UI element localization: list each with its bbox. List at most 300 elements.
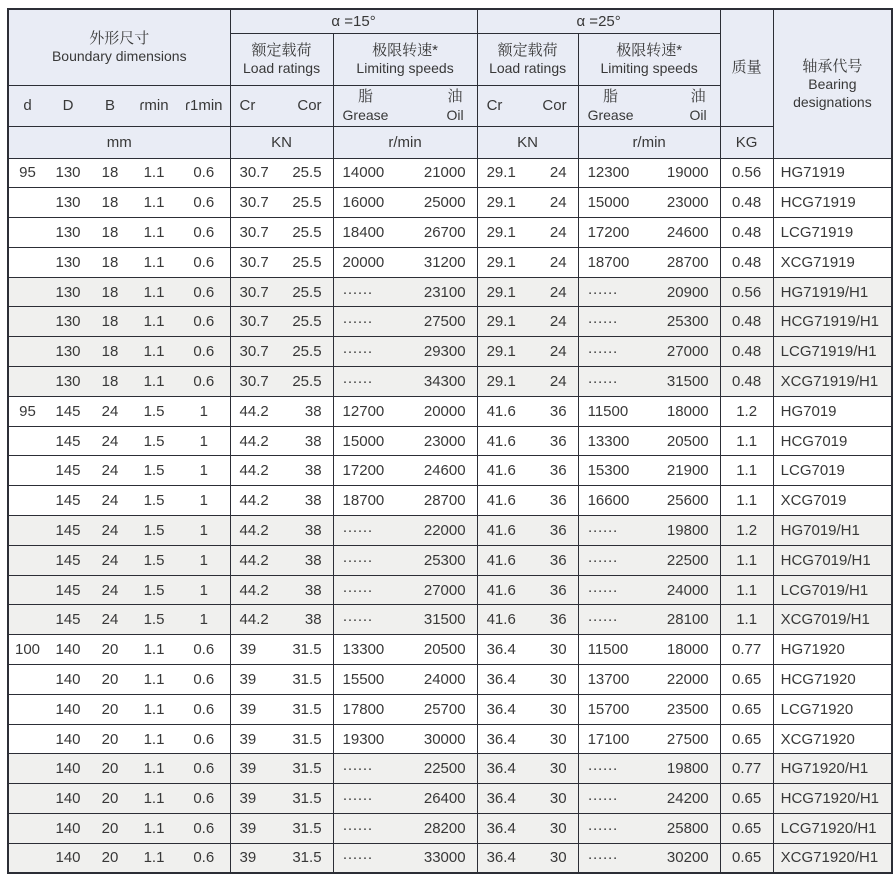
cell-cor_25: 36 [527, 456, 578, 486]
cell-rmin: 1.1 [130, 724, 178, 754]
cell-r1min: 1 [178, 486, 230, 516]
cell-d [8, 247, 46, 277]
cell-grease_15: ······ [333, 814, 405, 844]
cell-rmin: 1.1 [130, 307, 178, 337]
cell-B: 20 [90, 724, 130, 754]
cell-cor_15: 31.5 [281, 635, 333, 665]
cell-rmin: 1.1 [130, 277, 178, 307]
cell-cor_25: 24 [527, 367, 578, 397]
cell-B: 18 [90, 307, 130, 337]
cell-cr_15: 39 [230, 694, 281, 724]
cell-oil_25: 19800 [649, 754, 720, 784]
cell-cr_25: 36.4 [477, 784, 527, 814]
cell-cr_25: 29.1 [477, 188, 527, 218]
cell-cor_15: 31.5 [281, 843, 333, 873]
cell-grease_15: 14000 [333, 158, 405, 188]
cell-oil_25: 28100 [649, 605, 720, 635]
table-row [8, 486, 892, 516]
cell-r1min: 0.6 [178, 188, 230, 218]
cell-r1min: 0.6 [178, 218, 230, 248]
cell-grease_25: ······ [578, 516, 649, 546]
cell-oil_25: 27000 [649, 337, 720, 367]
cell-grease_25: 16600 [578, 486, 649, 516]
cell-oil_25: 25300 [649, 307, 720, 337]
unit-kn-25: KN [477, 126, 578, 158]
cell-cor_25: 24 [527, 247, 578, 277]
load-ratings-label-cn: 额定载荷 [497, 41, 558, 59]
cell-oil_15: 29300 [405, 337, 477, 367]
cell-grease_25: ······ [578, 784, 649, 814]
cell-grease_25: 15000 [578, 188, 649, 218]
col-header-alpha-15: α =15° [230, 9, 477, 33]
cell-cr_25: 36.4 [477, 724, 527, 754]
table-row [8, 605, 892, 635]
cell-oil_25: 18000 [649, 635, 720, 665]
cell-cor_25: 36 [527, 575, 578, 605]
cell-cor_15: 38 [281, 575, 333, 605]
cell-mass_kg: 1.2 [720, 396, 773, 426]
cell-oil_15: 31500 [405, 605, 477, 635]
cell-cr_25: 29.1 [477, 337, 527, 367]
cell-cor_15: 25.5 [281, 247, 333, 277]
cell-cor_25: 36 [527, 605, 578, 635]
cell-cr_25: 36.4 [477, 754, 527, 784]
cell-D: 140 [46, 724, 90, 754]
cell-designation: XCG7019 [773, 486, 892, 516]
col-header-bearing-designations [773, 9, 892, 158]
cell-r1min: 0.6 [178, 158, 230, 188]
cell-cor_15: 25.5 [281, 277, 333, 307]
cell-mass_kg: 1.1 [720, 545, 773, 575]
cell-r1min: 0.6 [178, 635, 230, 665]
cell-cor_15: 31.5 [281, 814, 333, 844]
table-row [8, 754, 892, 784]
cell-cr_15: 30.7 [230, 247, 281, 277]
col-header-d: d [8, 85, 46, 126]
col-header-cr-15: Cr [230, 85, 281, 126]
cell-D: 145 [46, 456, 90, 486]
cell-cr_15: 39 [230, 784, 281, 814]
cell-oil_15: 31200 [405, 247, 477, 277]
cell-r1min: 0.6 [178, 694, 230, 724]
cell-oil_25: 19800 [649, 516, 720, 546]
cell-cor_25: 30 [527, 665, 578, 695]
cell-grease_25: ······ [578, 277, 649, 307]
cell-d: 95 [8, 158, 46, 188]
cell-cr_25: 29.1 [477, 218, 527, 248]
table-row [8, 307, 892, 337]
cell-cr_25: 36.4 [477, 665, 527, 695]
cell-rmin: 1.5 [130, 575, 178, 605]
col-header-alpha-25: α =25° [477, 9, 720, 33]
cell-cr_15: 39 [230, 814, 281, 844]
cell-oil_15: 25700 [405, 694, 477, 724]
cell-D: 140 [46, 754, 90, 784]
cell-oil_25: 22500 [649, 545, 720, 575]
cell-B: 20 [90, 814, 130, 844]
table-body [8, 158, 892, 873]
cell-cor_15: 38 [281, 486, 333, 516]
cell-grease_25: 15300 [578, 456, 649, 486]
cell-rmin: 1.5 [130, 605, 178, 635]
cell-D: 145 [46, 545, 90, 575]
cell-cr_15: 30.7 [230, 277, 281, 307]
oil-label-en: Oil [689, 106, 707, 123]
cell-designation: HG71919 [773, 158, 892, 188]
cell-cr_15: 30.7 [230, 307, 281, 337]
cell-B: 20 [90, 635, 130, 665]
cell-B: 20 [90, 754, 130, 784]
cell-oil_15: 24600 [405, 456, 477, 486]
cell-cor_25: 30 [527, 814, 578, 844]
cell-grease_15: ······ [333, 516, 405, 546]
cell-r1min: 0.6 [178, 814, 230, 844]
cell-grease_25: 11500 [578, 396, 649, 426]
table-row [8, 396, 892, 426]
cell-cor_25: 30 [527, 784, 578, 814]
cell-grease_25: 13700 [578, 665, 649, 695]
cell-d: 95 [8, 396, 46, 426]
cell-D: 130 [46, 337, 90, 367]
cell-oil_25: 18000 [649, 396, 720, 426]
bearing-designations-label-en-line1: Bearing [808, 76, 857, 92]
table-row [8, 575, 892, 605]
cell-grease_25: ······ [578, 337, 649, 367]
cell-cr_15: 39 [230, 754, 281, 784]
cell-B: 18 [90, 367, 130, 397]
cell-rmin: 1.1 [130, 367, 178, 397]
cell-grease_25: ······ [578, 367, 649, 397]
cell-rmin: 1.1 [130, 843, 178, 873]
cell-rmin: 1.1 [130, 665, 178, 695]
cell-cor_25: 24 [527, 158, 578, 188]
cell-designation: XCG7019/H1 [773, 605, 892, 635]
cell-oil_25: 21900 [649, 456, 720, 486]
cell-oil_25: 23500 [649, 694, 720, 724]
cell-cr_25: 41.6 [477, 575, 527, 605]
cell-B: 24 [90, 396, 130, 426]
cell-d [8, 754, 46, 784]
cell-designation: HG7019 [773, 396, 892, 426]
cell-cr_15: 44.2 [230, 545, 281, 575]
cell-cor_25: 30 [527, 754, 578, 784]
limiting-speeds-label-en: Limiting speeds [356, 60, 454, 76]
cell-grease_15: ······ [333, 337, 405, 367]
cell-D: 145 [46, 605, 90, 635]
cell-r1min: 1 [178, 426, 230, 456]
cell-grease_25: 17200 [578, 218, 649, 248]
cell-mass_kg: 1.1 [720, 486, 773, 516]
cell-D: 140 [46, 665, 90, 695]
cell-r1min: 0.6 [178, 307, 230, 337]
cell-d [8, 426, 46, 456]
cell-mass_kg: 0.48 [720, 247, 773, 277]
cell-mass_kg: 0.48 [720, 337, 773, 367]
cell-cor_15: 31.5 [281, 724, 333, 754]
cell-oil_25: 24600 [649, 218, 720, 248]
cell-d [8, 456, 46, 486]
cell-cr_15: 44.2 [230, 426, 281, 456]
cell-mass_kg: 0.56 [720, 158, 773, 188]
cell-cor_25: 36 [527, 426, 578, 456]
table-row [8, 814, 892, 844]
table-row [8, 247, 892, 277]
cell-grease_25: ······ [578, 754, 649, 784]
cell-designation: HG71920 [773, 635, 892, 665]
cell-cr_25: 41.6 [477, 516, 527, 546]
col-header-D: D [46, 85, 90, 126]
cell-cor_25: 24 [527, 277, 578, 307]
cell-grease_15: 18700 [333, 486, 405, 516]
cell-cr_15: 44.2 [230, 456, 281, 486]
cell-d [8, 545, 46, 575]
cell-designation: HG71919/H1 [773, 277, 892, 307]
cell-cor_15: 25.5 [281, 367, 333, 397]
cell-cr_25: 41.6 [477, 426, 527, 456]
cell-cor_25: 36 [527, 486, 578, 516]
cell-rmin: 1.1 [130, 158, 178, 188]
cell-cor_15: 31.5 [281, 694, 333, 724]
limiting-speeds-label-en: Limiting speeds [600, 60, 698, 76]
cell-oil_15: 20500 [405, 635, 477, 665]
cell-D: 130 [46, 188, 90, 218]
table-row [8, 784, 892, 814]
cell-r1min: 0.6 [178, 247, 230, 277]
cell-oil_15: 24000 [405, 665, 477, 695]
cell-grease_15: ······ [333, 277, 405, 307]
cell-designation: XCG71919/H1 [773, 367, 892, 397]
col-header-load-ratings-15 [230, 33, 333, 85]
cell-designation: HCG71919/H1 [773, 307, 892, 337]
cell-D: 140 [46, 635, 90, 665]
cell-grease_15: ······ [333, 754, 405, 784]
bearing-designations-label-en-line2: designations [793, 93, 872, 110]
cell-B: 18 [90, 158, 130, 188]
cell-mass_kg: 1.2 [720, 516, 773, 546]
cell-grease_15: 15500 [333, 665, 405, 695]
cell-r1min: 0.6 [178, 784, 230, 814]
cell-cor_15: 31.5 [281, 665, 333, 695]
col-header-grease-oil-15 [333, 85, 477, 126]
cell-oil_25: 31500 [649, 367, 720, 397]
cell-cr_25: 29.1 [477, 158, 527, 188]
cell-B: 20 [90, 665, 130, 695]
cell-cor_25: 30 [527, 843, 578, 873]
cell-d [8, 516, 46, 546]
cell-mass_kg: 0.65 [720, 843, 773, 873]
cell-oil_25: 23000 [649, 188, 720, 218]
table-row [8, 426, 892, 456]
unit-kg: KG [720, 126, 773, 158]
cell-designation: LCG71920/H1 [773, 814, 892, 844]
load-ratings-label-en: Load ratings [489, 60, 567, 76]
cell-mass_kg: 0.48 [720, 218, 773, 248]
cell-cor_25: 30 [527, 635, 578, 665]
cell-designation: LCG7019/H1 [773, 575, 892, 605]
cell-grease_15: ······ [333, 575, 405, 605]
unit-mm: mm [8, 126, 230, 158]
oil-label-cn: 油 [447, 88, 463, 105]
cell-oil_25: 28700 [649, 247, 720, 277]
cell-grease_15: ······ [333, 545, 405, 575]
cell-grease_25: 17100 [578, 724, 649, 754]
cell-grease_25: ······ [578, 605, 649, 635]
cell-designation: HCG71919 [773, 188, 892, 218]
cell-oil_25: 25600 [649, 486, 720, 516]
cell-r1min: 1 [178, 456, 230, 486]
cell-designation: LCG71919/H1 [773, 337, 892, 367]
cell-oil_25: 24200 [649, 784, 720, 814]
cell-grease_15: 17200 [333, 456, 405, 486]
cell-rmin: 1.5 [130, 516, 178, 546]
table-row [8, 635, 892, 665]
cell-designation: HCG71920 [773, 665, 892, 695]
col-header-boundary-dimensions [8, 9, 230, 85]
oil-header [690, 87, 707, 124]
cell-B: 24 [90, 516, 130, 546]
cell-cr_25: 41.6 [477, 545, 527, 575]
cell-cr_25: 29.1 [477, 247, 527, 277]
cell-grease_15: 17800 [333, 694, 405, 724]
cell-grease_15: ······ [333, 784, 405, 814]
cell-cr_25: 29.1 [477, 307, 527, 337]
cell-d [8, 218, 46, 248]
cell-oil_15: 20000 [405, 396, 477, 426]
cell-cor_15: 38 [281, 545, 333, 575]
cell-cor_25: 24 [527, 307, 578, 337]
cell-cr_25: 36.4 [477, 694, 527, 724]
bearing-designations-label-cn: 轴承代号 [802, 57, 863, 75]
cell-grease_15: 20000 [333, 247, 405, 277]
cell-designation: HG7019/H1 [773, 516, 892, 546]
cell-rmin: 1.5 [130, 545, 178, 575]
cell-grease_15: ······ [333, 307, 405, 337]
cell-D: 145 [46, 575, 90, 605]
cell-D: 140 [46, 814, 90, 844]
cell-rmin: 1.1 [130, 754, 178, 784]
oil-label-en: Oil [446, 106, 464, 123]
cell-grease_15: 15000 [333, 426, 405, 456]
cell-grease_15: 12700 [333, 396, 405, 426]
cell-cr_25: 41.6 [477, 456, 527, 486]
cell-d [8, 367, 46, 397]
cell-D: 130 [46, 158, 90, 188]
cell-rmin: 1.5 [130, 486, 178, 516]
cell-mass_kg: 1.1 [720, 456, 773, 486]
cell-D: 130 [46, 307, 90, 337]
cell-designation: HCG7019/H1 [773, 545, 892, 575]
cell-cor_15: 25.5 [281, 307, 333, 337]
cell-mass_kg: 0.65 [720, 694, 773, 724]
cell-oil_25: 22000 [649, 665, 720, 695]
cell-D: 130 [46, 367, 90, 397]
cell-mass_kg: 0.65 [720, 784, 773, 814]
cell-D: 130 [46, 218, 90, 248]
cell-grease_15: ······ [333, 367, 405, 397]
col-header-grease-oil-25 [578, 85, 720, 126]
cell-cor_15: 38 [281, 426, 333, 456]
cell-grease_25: 13300 [578, 426, 649, 456]
cell-designation: XCG71920/H1 [773, 843, 892, 873]
cell-designation: HCG71920/H1 [773, 784, 892, 814]
cell-oil_15: 25000 [405, 188, 477, 218]
table-row [8, 277, 892, 307]
cell-d [8, 843, 46, 873]
col-header-cor-15: Cor [281, 85, 333, 126]
cell-rmin: 1.5 [130, 396, 178, 426]
cell-r1min: 0.6 [178, 724, 230, 754]
cell-B: 20 [90, 784, 130, 814]
cell-mass_kg: 1.1 [720, 426, 773, 456]
cell-grease_15: 16000 [333, 188, 405, 218]
cell-oil_15: 22000 [405, 516, 477, 546]
cell-cor_15: 25.5 [281, 218, 333, 248]
table-row [8, 724, 892, 754]
table-row [8, 545, 892, 575]
cell-mass_kg: 0.56 [720, 277, 773, 307]
cell-designation: LCG71919 [773, 218, 892, 248]
col-header-cor-25: Cor [527, 85, 578, 126]
cell-rmin: 1.1 [130, 814, 178, 844]
cell-r1min: 1 [178, 545, 230, 575]
cell-oil_15: 26700 [405, 218, 477, 248]
cell-cr_25: 36.4 [477, 814, 527, 844]
cell-grease_25: ······ [578, 307, 649, 337]
unit-rpm-15: r/min [333, 126, 477, 158]
cell-designation: HG71920/H1 [773, 754, 892, 784]
cell-cor_15: 38 [281, 516, 333, 546]
cell-B: 20 [90, 843, 130, 873]
table-row [8, 158, 892, 188]
cell-grease_25: ······ [578, 843, 649, 873]
col-header-mass: 质量 [720, 9, 773, 126]
cell-cor_15: 38 [281, 396, 333, 426]
cell-oil_15: 23000 [405, 426, 477, 456]
cell-mass_kg: 0.65 [720, 814, 773, 844]
cell-cor_25: 30 [527, 694, 578, 724]
cell-cor_15: 38 [281, 456, 333, 486]
cell-designation: LCG7019 [773, 456, 892, 486]
cell-B: 18 [90, 247, 130, 277]
table-row [8, 188, 892, 218]
limiting-speeds-label-cn: 极限转速* [616, 41, 683, 59]
cell-mass_kg: 0.77 [720, 635, 773, 665]
cell-rmin: 1.1 [130, 218, 178, 248]
cell-grease_15: 19300 [333, 724, 405, 754]
col-header-limiting-speeds-15 [333, 33, 477, 85]
cell-cor_25: 30 [527, 724, 578, 754]
cell-D: 130 [46, 247, 90, 277]
cell-rmin: 1.1 [130, 694, 178, 724]
cell-rmin: 1.5 [130, 426, 178, 456]
cell-cr_25: 41.6 [477, 486, 527, 516]
cell-oil_15: 28700 [405, 486, 477, 516]
cell-rmin: 1.1 [130, 784, 178, 814]
cell-cor_25: 36 [527, 396, 578, 426]
table-row [8, 337, 892, 367]
col-header-cr-25: Cr [477, 85, 527, 126]
oil-header [446, 87, 463, 124]
cell-r1min: 0.6 [178, 754, 230, 784]
boundary-dimensions-label-cn: 外形尺寸 [89, 29, 150, 47]
cell-oil_25: 20500 [649, 426, 720, 456]
cell-cr_15: 44.2 [230, 516, 281, 546]
grease-label-en: Grease [342, 106, 389, 123]
cell-D: 145 [46, 486, 90, 516]
cell-mass_kg: 0.65 [720, 665, 773, 695]
table-header [8, 9, 892, 158]
cell-grease_25: ······ [578, 814, 649, 844]
